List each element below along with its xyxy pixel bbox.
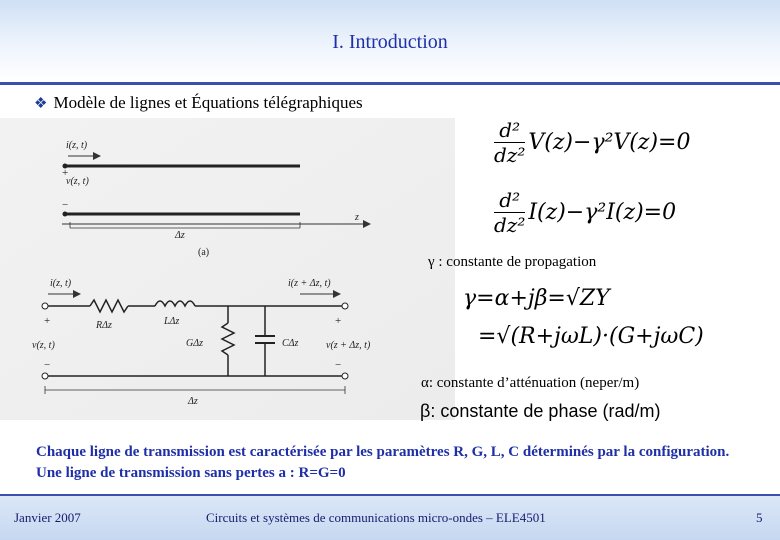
bullet-text: Modèle de lignes et Équations télégraphiques bbox=[53, 93, 363, 112]
top-z-label: z bbox=[355, 212, 359, 223]
top-minus-sign: − bbox=[62, 199, 69, 211]
top-current-label: i(z, t) bbox=[66, 140, 88, 151]
circuit-plus-right: + bbox=[335, 315, 342, 327]
beta-definition: β: constante de phase (rad/m) bbox=[420, 401, 661, 421]
circuit-minus-right: − bbox=[335, 359, 342, 371]
circuit-plus-left: + bbox=[44, 315, 51, 327]
telegrapher-equation-voltage bbox=[494, 120, 690, 165]
transmission-line-figure bbox=[0, 118, 455, 420]
current-derivative-fraction: $\frac{\text{d²}}{\text{dz²}}$ bbox=[494, 188, 526, 237]
voltage-derivative-fraction: $\frac{\text{d²}}{\text{dz²}}$ bbox=[494, 118, 526, 167]
resistor-label: RΔz bbox=[96, 320, 112, 331]
alpha-definition: α: constante d’atténuation (neper/m) bbox=[421, 375, 640, 391]
bullet-heading bbox=[34, 93, 363, 113]
propagation-constant-line1: γ=α+jβ=√ZY bbox=[463, 286, 610, 311]
footer-course: Circuits et systèmes de communications micro-ondes – ELE4501 bbox=[206, 510, 546, 525]
conductance-label: GΔz bbox=[186, 338, 203, 349]
circuit-current-left: i(z, t) bbox=[50, 278, 72, 289]
circuit-minus-left: − bbox=[44, 359, 51, 371]
inductor-label: LΔz bbox=[164, 316, 180, 327]
top-dz-label: Δz bbox=[175, 230, 185, 241]
voltage-equation-body: V(z)−γ²V(z)=0 bbox=[528, 130, 691, 155]
figure-caption: (a) bbox=[198, 247, 210, 258]
slide-title: I. Introduction bbox=[332, 31, 448, 53]
circuit-voltage-right: v(z + Δz, t) bbox=[326, 340, 371, 351]
capacitor-label: CΔz bbox=[282, 338, 299, 349]
gamma-definition: γ : constante de propagation bbox=[428, 254, 597, 270]
summary-text: Chaque ligne de transmission est caractérisée par les paramètres R, G, L, C déterminés par la configuration. Une ligne de transmission sans pertes a : R=G=0 bbox=[36, 444, 730, 481]
footer-date: Janvier 2007 bbox=[14, 510, 81, 525]
title-divider bbox=[0, 82, 780, 85]
circuit-voltage-left: v(z, t) bbox=[32, 340, 55, 351]
diamond-bullet-icon: ❖ bbox=[34, 96, 48, 112]
propagation-constant-line2: =√(R+jωL)·(G+jωC) bbox=[478, 324, 704, 349]
top-voltage-label: v(z, t) bbox=[66, 176, 89, 187]
telegrapher-equation-current bbox=[494, 190, 676, 235]
footer-page-number: 5 bbox=[756, 510, 763, 525]
circuit-dz-label: Δz bbox=[188, 396, 198, 407]
current-equation-body: I(z)−γ²I(z)=0 bbox=[528, 200, 677, 225]
top-plus-sign: + bbox=[62, 167, 69, 179]
circuit-current-right: i(z + Δz, t) bbox=[288, 278, 331, 289]
